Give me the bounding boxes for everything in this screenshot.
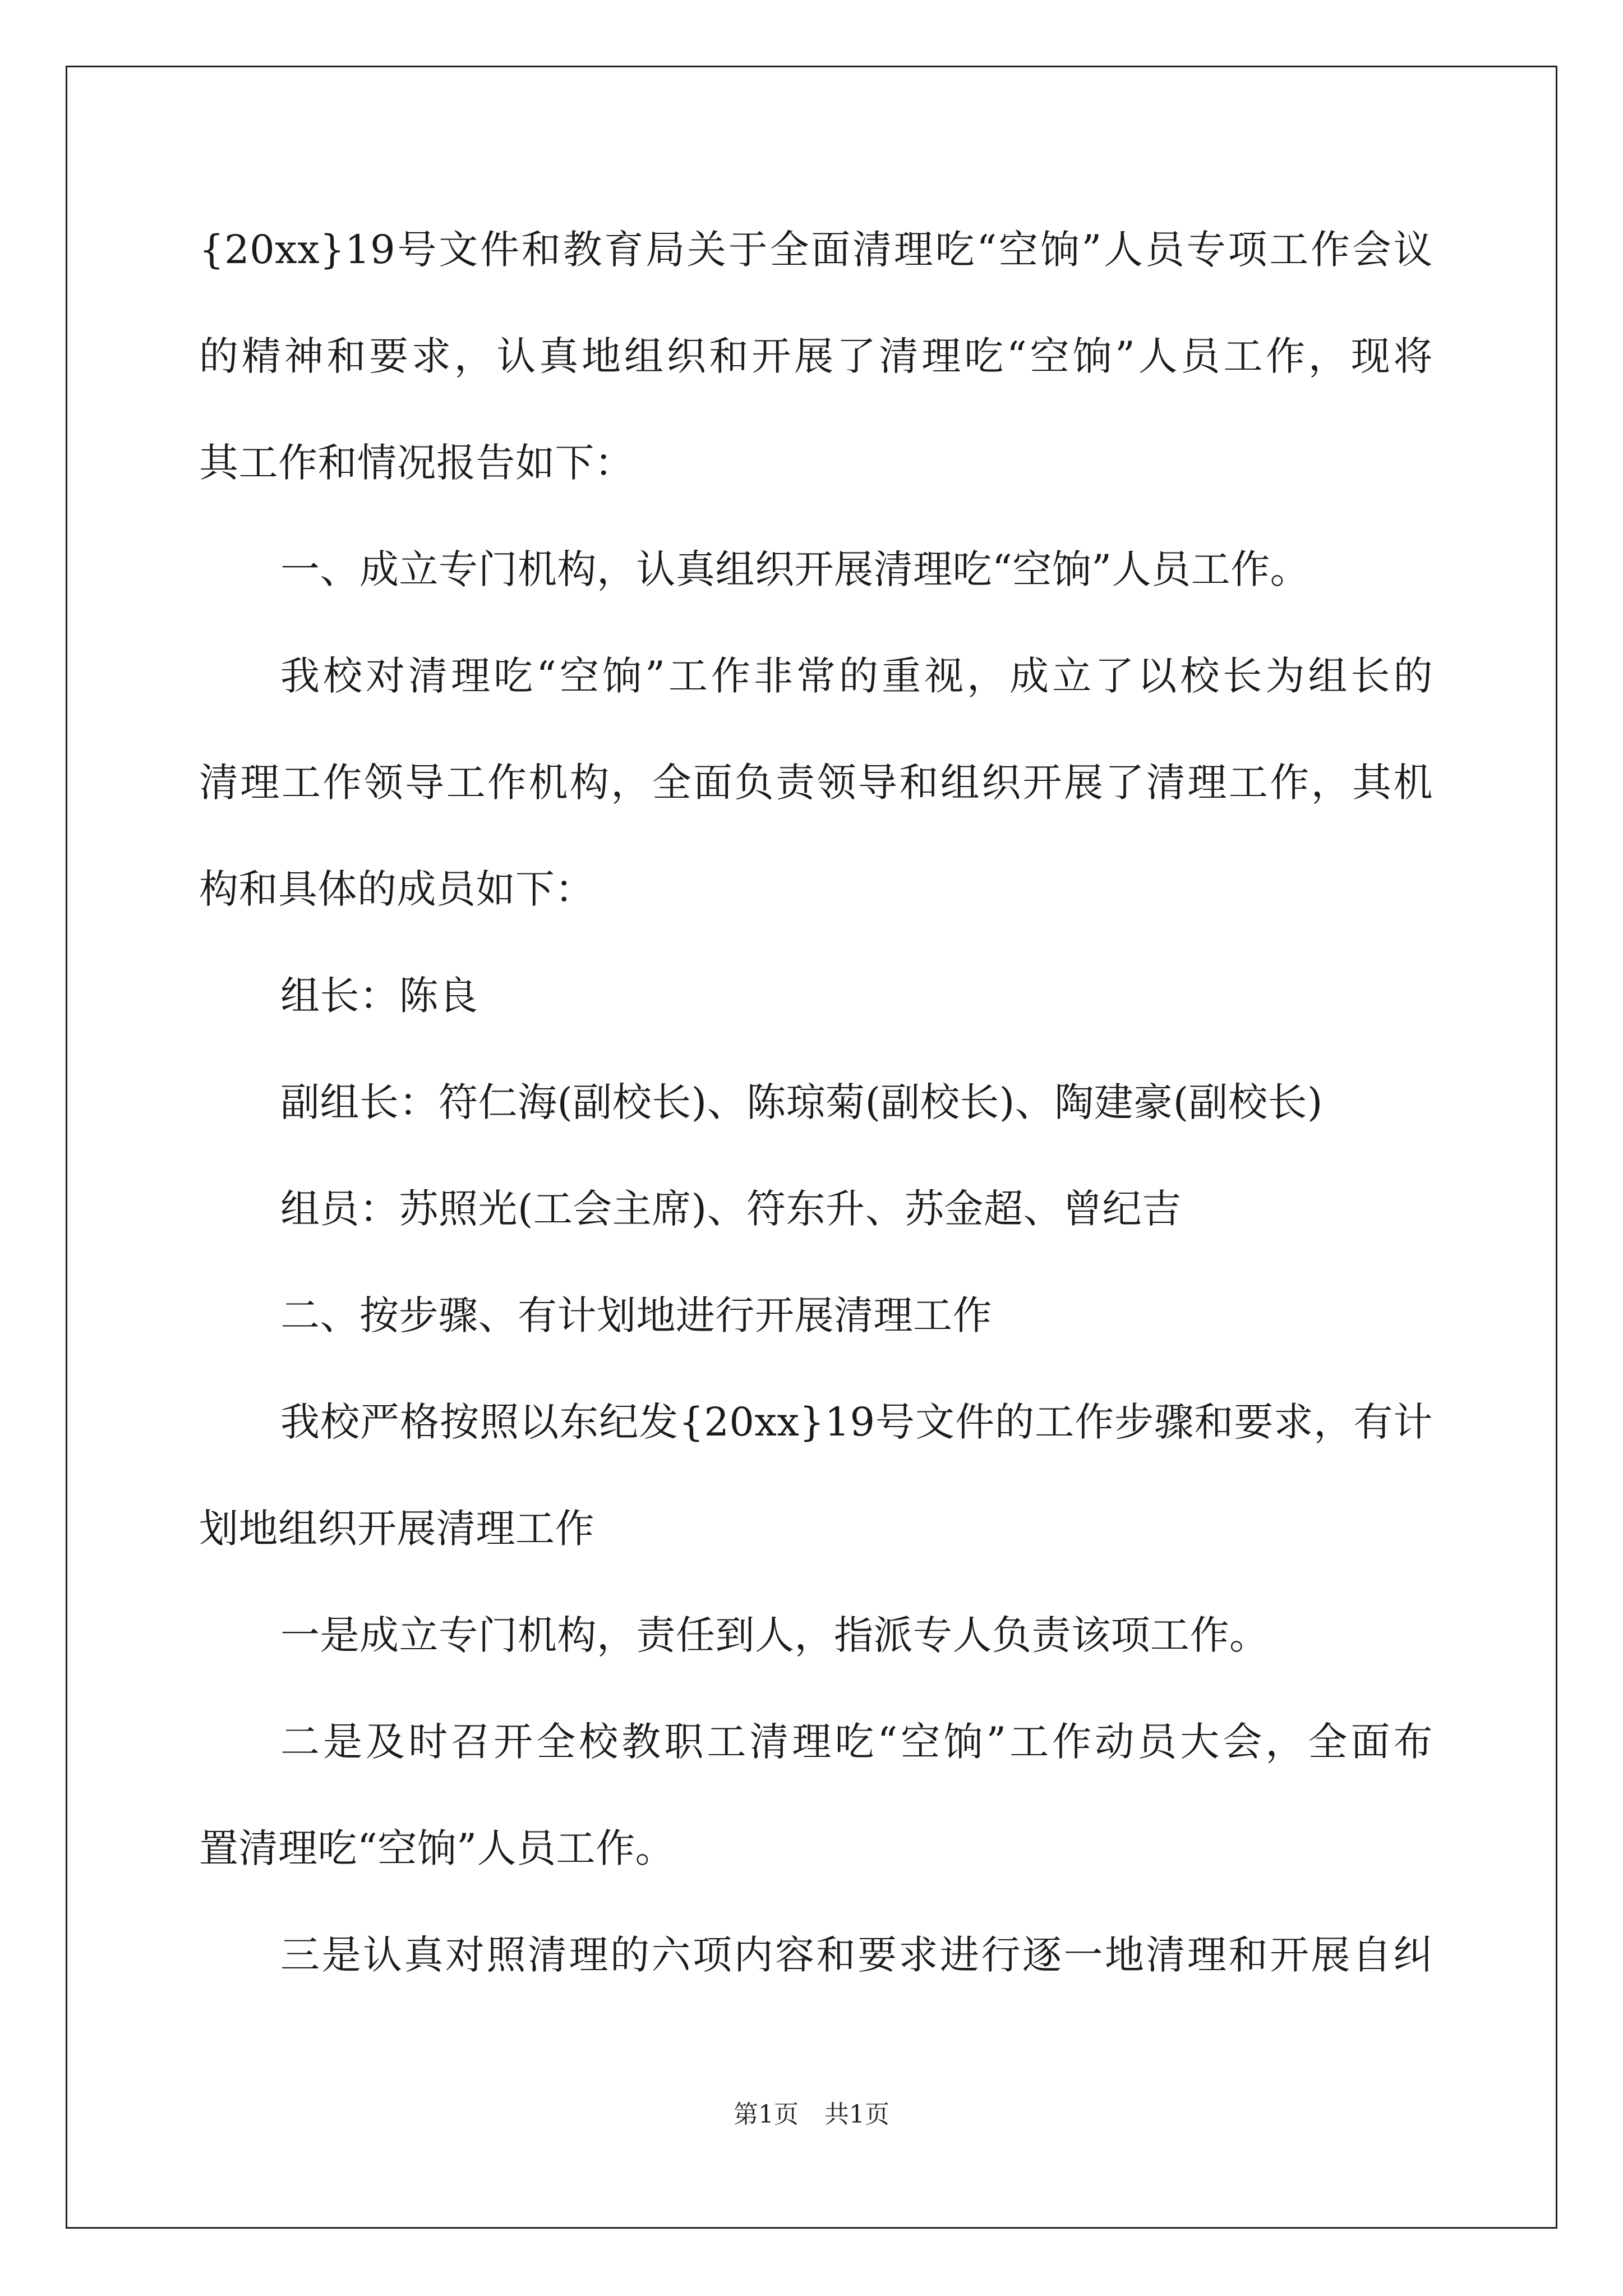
body-line: 我校严格按照以东纪发{20xx}19号文件的工作步骤和要求，有计 <box>280 1399 1433 1445</box>
body-line: 二是及时召开全校教职工清理吃“空饷”工作动员大会，全面布 <box>280 1719 1433 1765</box>
deputy-leader-line: 副组长：符仁海(副校长)、陈琼菊(副校长)、陶建豪(副校长) <box>280 1079 1323 1125</box>
page-border <box>66 66 1557 2229</box>
page-footer <box>0 2098 1623 2132</box>
group-leader-line: 组长：陈良 <box>280 973 478 1019</box>
body-line: 置清理吃“空饷”人员工作。 <box>199 1825 675 1871</box>
body-line: 其工作和情况报告如下： <box>199 440 634 486</box>
body-line: 清理工作领导工作机构，全面负责领导和组织开展了清理工作，其机 <box>199 760 1433 806</box>
section-heading: 二、按步骤、有计划地进行开展清理工作 <box>280 1292 992 1338</box>
body-line: 一是成立专门机构，责任到人，指派专人负责该项工作。 <box>280 1612 1269 1658</box>
body-line: 的精神和要求，认真地组织和开展了清理吃“空饷”人员工作，现将 <box>199 333 1433 379</box>
body-line: 我校对清理吃“空饷”工作非常的重视，成立了以校长为组长的 <box>280 653 1433 699</box>
body-line: 构和具体的成员如下： <box>199 866 594 912</box>
page-total: 共1页 <box>824 2100 889 2129</box>
body-line: {20xx}19号文件和教育局关于全面清理吃“空饷”人员专项工作会议 <box>199 227 1433 273</box>
group-members-line: 组员：苏照光(工会主席)、符东升、苏金超、曾纪吉 <box>280 1186 1182 1232</box>
body-line: 三是认真对照清理的六项内容和要求进行逐一地清理和开展自纠 <box>280 1932 1433 1978</box>
section-heading: 一、成立专门机构，认真组织开展清理吃“空饷”人员工作。 <box>280 546 1310 592</box>
page-number: 第1页 <box>734 2100 799 2129</box>
body-line: 划地组织开展清理工作 <box>199 1506 594 1552</box>
